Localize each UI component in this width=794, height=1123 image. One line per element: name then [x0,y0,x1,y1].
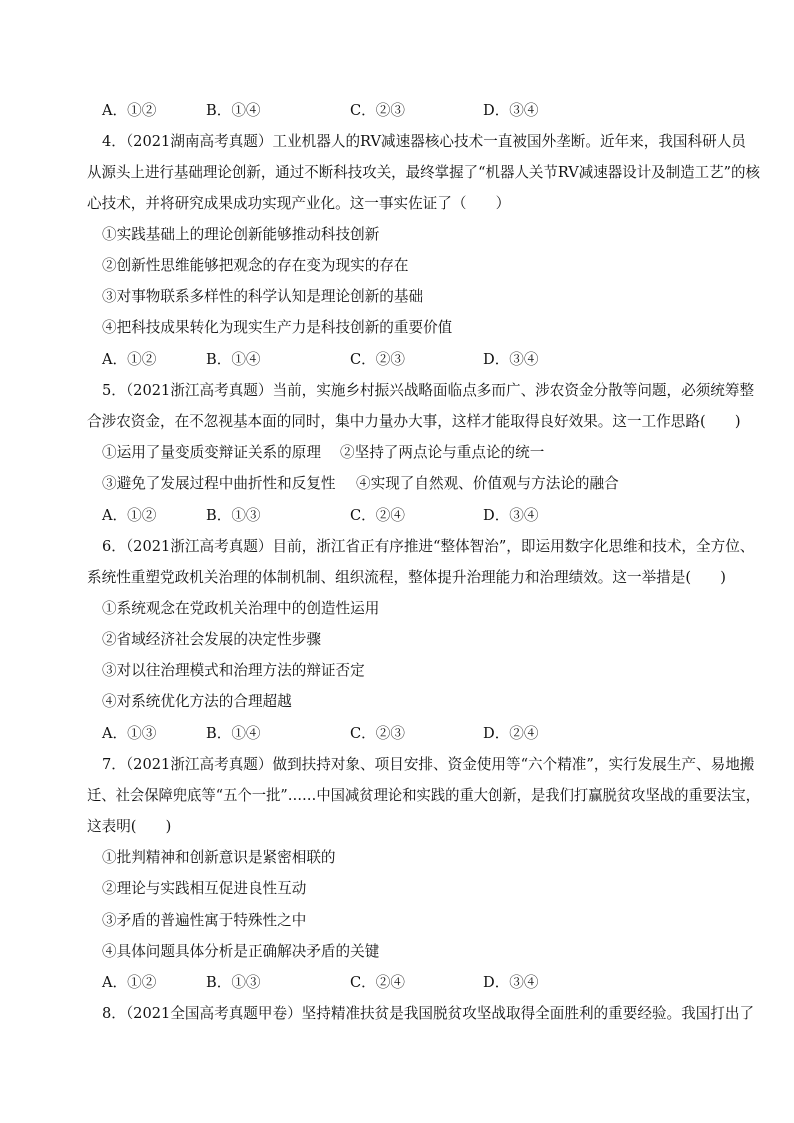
q6-statement-3: ③对以往治理模式和治理方法的辩证否定 [102,662,365,679]
q5-statement-1: ①运用了量变质变辩证关系的原理 [102,444,321,461]
q6-option-b: B．①④ [206,725,261,742]
q5-option-b: B．①③ [206,507,261,524]
q4-option-c: C．②③ [350,351,405,368]
q7-statement-1: ①批判精神和创新意识是紧密相联的 [102,849,336,866]
q3-option-d: D．③④ [483,102,539,119]
q4-statement-3: ③对事物联系多样性的科学认知是理论创新的基础 [102,288,424,305]
q5-statement-2: ②坚持了两点论与重点论的统一 [340,444,545,461]
q7-stem-line-1: 7．（2021浙江高考真题）做到扶持对象、项目安排、资金使用等“六个精准”，实行发展生产、易地搬 [102,756,755,773]
q7-stem-line-2: 迁、社会保障兜底等“五个一批”……中国减贫理论和实践的重大创新，是我们打赢脱贫攻坚战的重要法宝， [87,787,761,804]
q6-option-d: D．②④ [483,725,539,742]
q6-stem-line-1: 6．（2021浙江高考真题）目前，浙江省正有序推进“整体智治”，即运用数字化思维和技术，全方位、 [102,538,755,555]
q6-option-a: A．①③ [102,725,157,742]
q3-option-b: B．①④ [206,102,261,119]
q6-statement-2: ②省域经济社会发展的决定性步骤 [102,631,321,648]
q7-statement-4: ④具体问题具体分析是正确解决矛盾的关键 [102,943,380,960]
q6-stem-line-2: 系统性重塑党政机关治理的体制机制、组织流程，整体提升治理能力和治理绩效。这一举措是( ) [87,569,726,586]
q7-option-d: D．③④ [483,974,539,991]
q4-statement-1: ①实践基础上的理论创新能够推动科技创新 [102,226,380,243]
q8-stem-line-1: 8．（2021全国高考真题甲卷）坚持精准扶贫是我国脱贫攻坚战取得全面胜利的重要经验。我国打出了 [102,1005,755,1022]
q7-stem-line-3: 这表明( ) [87,818,172,835]
q3-option-a: A．①② [102,102,157,119]
q5-statement-3: ③避免了发展过程中曲折性和反复性 [102,475,336,492]
q4-option-a: A．①② [102,351,157,368]
q4-stem-line-2: 从源头上进行基础理论创新，通过不断科技攻关，最终掌握了“机器人关节RV减速器设计及制造工艺”的核 [87,164,760,181]
q4-statement-4: ④把科技成果转化为现实生产力是科技创新的重要价值 [102,319,453,336]
q5-stem-line-1: 5．（2021浙江高考真题）当前，实施乡村振兴战略面临点多而广、涉农资金分散等问题，必须统筹整 [102,382,755,399]
q7-statement-2: ②理论与实践相互促进良性互动 [102,880,307,897]
q6-option-c: C．②③ [350,725,405,742]
q5-option-a: A．①② [102,507,157,524]
q7-option-a: A．①② [102,974,157,991]
q7-option-b: B．①③ [206,974,261,991]
q5-statement-4: ④实现了自然观、价值观与方法论的融合 [356,475,619,492]
q7-statement-3: ③矛盾的普遍性寓于特殊性之中 [102,912,307,929]
q4-stem-line-3: 心技术，并将研究成果成功实现产业化。这一事实佐证了（ ） [87,195,511,212]
q4-option-b: B．①④ [206,351,261,368]
q4-option-d: D．③④ [483,351,539,368]
q5-option-c: C．②④ [350,507,405,524]
q5-stem-line-2: 合涉农资金，在不忽视基本面的同时，集中力量办大事，这样才能取得良好效果。这一工作思路( ) [87,413,741,430]
q4-stem-line-1: 4．（2021湖南高考真题）工业机器人的RV减速器核心技术一直被国外垄断。近年来，我国科研人员 [102,133,746,150]
q7-option-c: C．②④ [350,974,405,991]
q3-option-c: C．②③ [350,102,405,119]
q6-statement-1: ①系统观念在党政机关治理中的创造性运用 [102,600,380,617]
q4-statement-2: ②创新性思维能够把观念的存在变为现实的存在 [102,257,409,274]
q6-statement-4: ④对系统优化方法的合理超越 [102,693,292,710]
q5-option-d: D．③④ [483,507,539,524]
